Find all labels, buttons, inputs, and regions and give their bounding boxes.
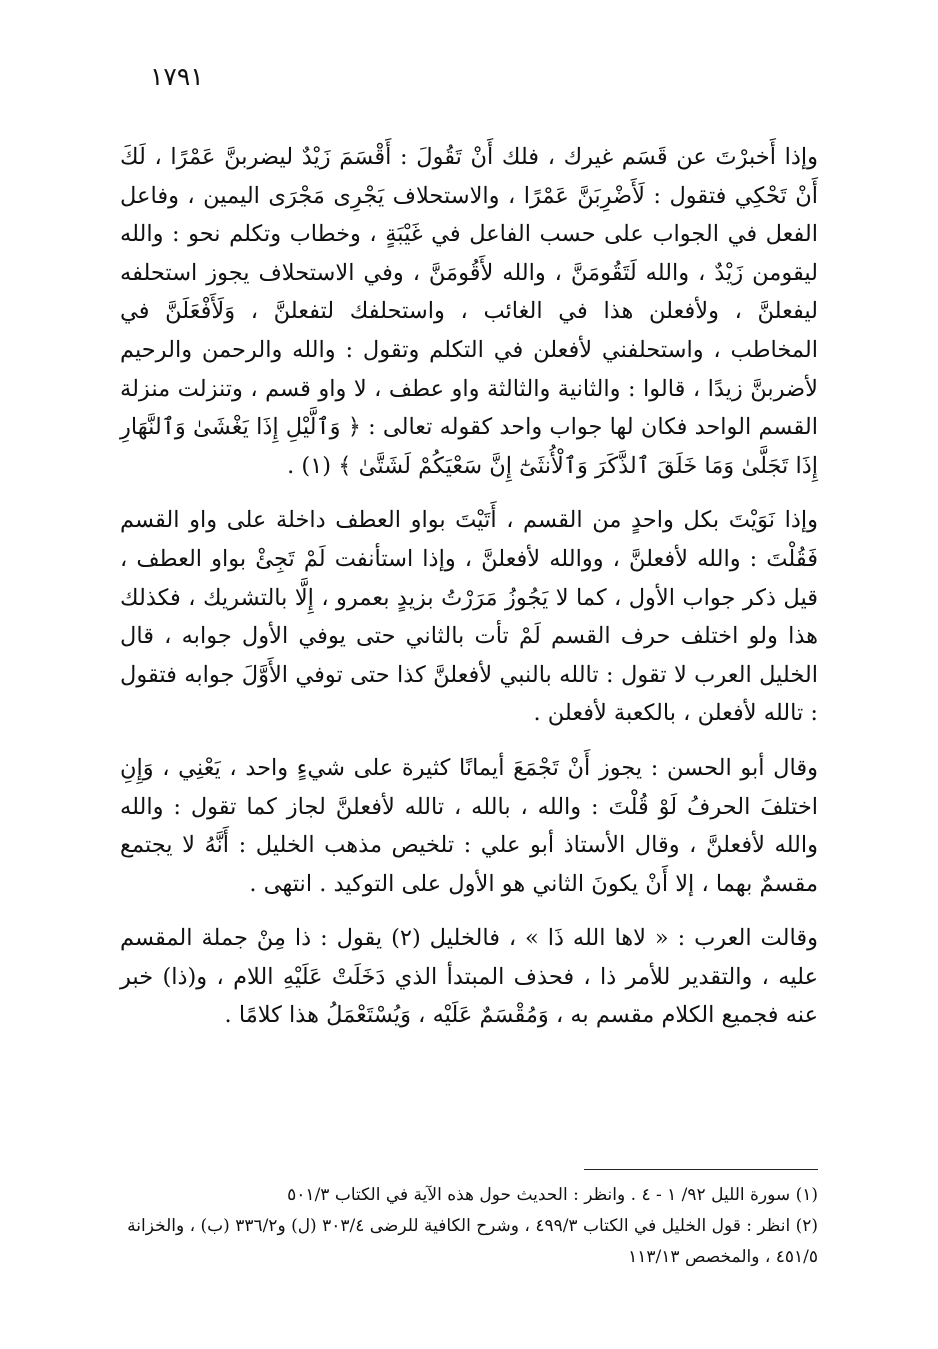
main-text bbox=[120, 138, 818, 1035]
paragraph-4: وقالت العرب : « لاها الله ذَا » ، فالخليل (٢) يقول : ذا مِنْ جملة المقسم عليه ، والتقدير للأمر ذا ، فحذف المبتدأ الذي دَخَلَتْ عَلَيْهِ اللام ، و(ذا) خبر عنه فجميع الكلام مقسم به ، وَمُقْسَمٌ عَلَيْه ، وَيُسْتَعْمَلُ هذا كلامًا . bbox=[120, 925, 818, 1029]
footnote-2: (٢) انظر : قول الخليل في الكتاب ٤٩٩/٣ ، وشرح الكافية للرضى ٣٠٣/٤ (ل) و٣٣٦/٢ (ب) ، والخزانة ٤٥١/٥ ، والمخصص ١١٣/١٣ bbox=[127, 1216, 818, 1267]
paragraph-1: وإذا أَخبرْتَ عن قَسَم غيرك ، فلك أَنْ تَقُولَ : أَقْسَمَ زَيْدٌ ليضربنَّ عَمْرًا ، لَكَ أَنْ تَحْكِي فتقول : لَأَضْرِبَنَّ عَمْرًا ، والاستحلاف يَجْرِى مَجْرَى اليمين ، وفاعل الفعل في الجواب على حسب الفاعل في غَيْبَةٍ ، وخطاب وتكلم نحو : والله ليقومن زَيْدٌ ، والله لَتَقُومَنَّ ، والله لأَقُومَنَّ ، وفي الاستحلاف يجوز استحلفه ليفعلنَّ ، ولأفعلن هذا في الغائب ، واستحلفك لتفعلنَّ ، وَلَأَفْعَلَنَّ في المخاطب ، واستحلفني لأفعلن في التكلم وتقول : والله والرحمن والرحيم لأضربنَّ زيدًا ، قالوا : والثانية والثالثة واو عطف ، لا واو قسم ، وتنزلت منزلة القسم الواحد فكان لها جواب واحد كقوله تعالى : ﴿ وَٱلَّيْلِ إِذَا يَغْشَىٰ وَٱلنَّهَارِ إِذَا تَجَلَّىٰ وَمَا خَلَقَ ٱلذَّكَرَ وَٱلْأُنثَىٰٓ إِنَّ سَعْيَكُمْ لَشَتَّىٰ ﴾ (١) . bbox=[120, 144, 818, 479]
footnotes bbox=[120, 1180, 818, 1273]
page-number: ١٧٩١ bbox=[150, 62, 204, 91]
paragraph-3: وقال أبو الحسن : يجوز أَنْ تَجْمَعَ أيمانًا كثيرة على شيءٍ واحد ، يَعْنِي ، وَإِنِ اختلفَ الحرفُ لَوْ قُلْتَ : والله ، بالله ، تالله لأفعلنَّ لجاز كما تقول : والله والله لأفعلنَّ ، وقال الأستاذ أبو علي : تلخيص مذهب الخليل : أَنَّهُ لا يجتمع مقسمٌ بهما ، إلا أَنْ يكونَ الثاني هو الأول على التوكيد . انتهى . bbox=[120, 754, 818, 897]
paragraph-2: وإذا نَوَيْتَ بكل واحدٍ من القسم ، أَتَيْتَ بواو العطف داخلة على واو القسم فَقُلْتَ : والله لأفعلنَّ ، ووالله لأفعلنَّ ، وإذا استأنفت لَمْ تَجِئْ بواو العطف ، قيل ذكر جواب الأول ، كما لا يَجُوزُ مَرَرْتُ بزيدٍ بعمرو ، إِلَّا بالتشريك ، فكذلك هذا ولو اختلف حرف القسم لَمْ تأت بالثاني حتى يوفي الأول جوابه ، قال الخليل العرب لا تقول : تالله بالنبي لأفعلنَّ كذا حتى توفي الأَوَّلَ جوابه فتقول : تالله لأفعلن ، بالكعبة لأفعلن . bbox=[120, 507, 818, 727]
footnote-divider bbox=[584, 1169, 818, 1170]
footnote-1: (١) سورة الليل ٩٢/ ١ - ٤ . وانظر : الحديث حول هذه الآية في الكتاب ٥٠١/٣ bbox=[287, 1185, 818, 1205]
